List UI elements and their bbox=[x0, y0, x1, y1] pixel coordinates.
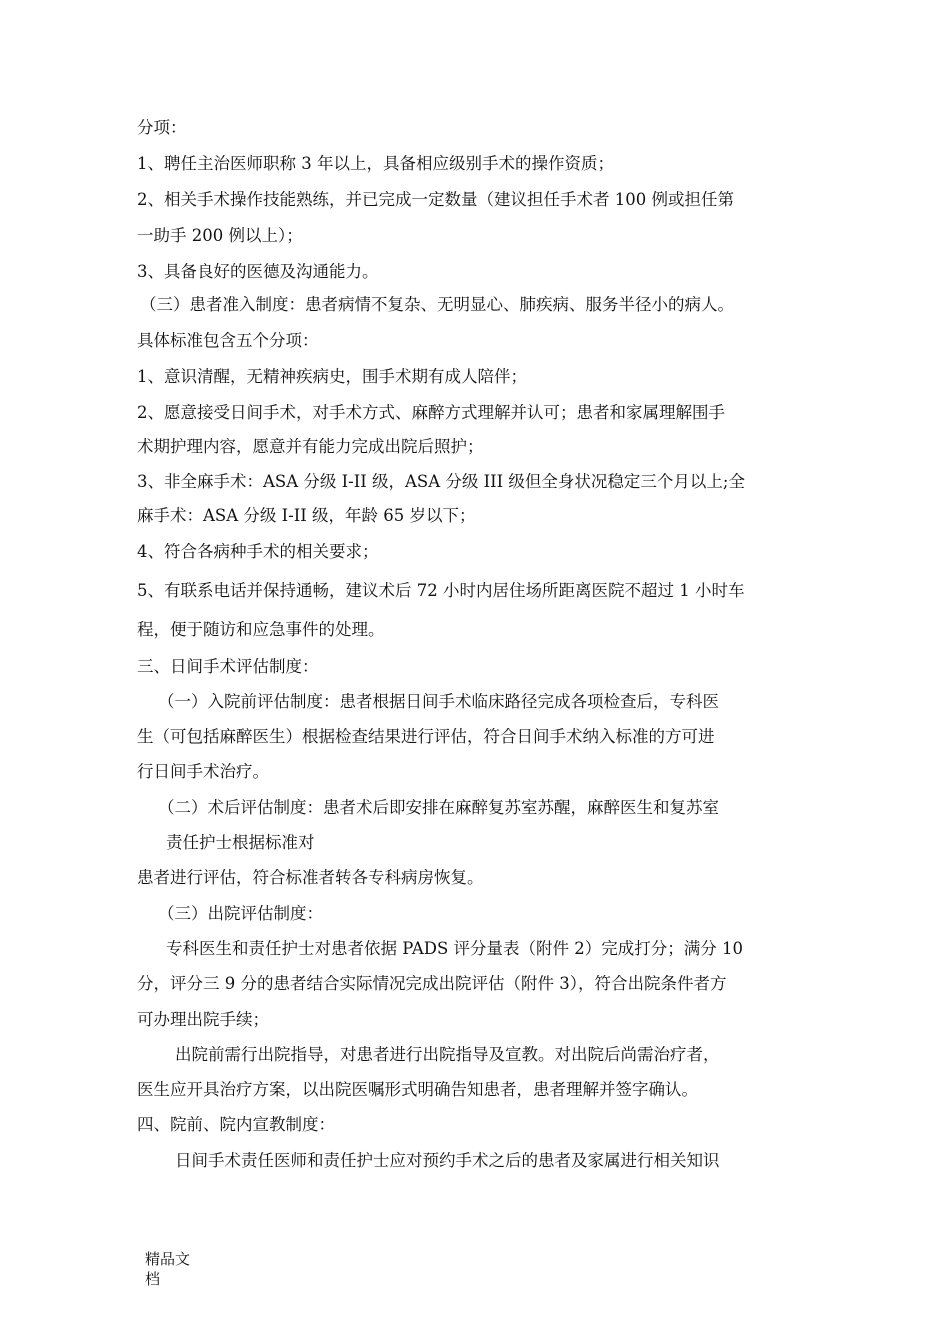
text-line-26: 可办理出院手续； bbox=[137, 1010, 269, 1029]
text-line-1: 分项： bbox=[137, 118, 187, 137]
text-line-8: 1、意识清醒，无精神疾病史，围手术期有成人陪伴； bbox=[137, 367, 527, 386]
footer-watermark-line-2: 档 bbox=[145, 1270, 161, 1288]
text-line-20: （二）术后评估制度：患者术后即安排在麻醉复苏室苏醒，麻醉医生和复苏室 bbox=[158, 798, 719, 817]
text-line-27: 出院前需行出院指导，对患者进行出院指导及宣教。对出院后尚需治疗者， bbox=[175, 1045, 720, 1064]
text-line-30: 日间手术责任医师和责任护士应对预约手术之后的患者及家属进行相关知识 bbox=[175, 1151, 720, 1170]
text-line-5: 3、具备良好的医德及沟通能力。 bbox=[137, 262, 379, 281]
text-line-25: 分，评分三 9 分的患者结合实际情况完成出院评估（附件 3），符合出院条件者方 bbox=[137, 974, 727, 993]
text-line-14: 5、有联系电话并保持通畅，建议术后 72 小时内居住场所距离医院不超过 1 小时车 bbox=[137, 581, 745, 600]
text-line-18: 生（可包括麻醉医生）根据检查结果进行评估，符合日间手术纳入标准的方可进 bbox=[137, 727, 715, 746]
text-line-23: （三）出院评估制度： bbox=[158, 904, 323, 923]
text-line-9: 2、愿意接受日间手术，对手术方式、麻醉方式理解并认可；患者和家属理解围手 bbox=[137, 403, 725, 422]
text-line-3: 2、相关手术操作技能熟练，并已完成一定数量（建议担任手术者 100 例或担任第 bbox=[137, 190, 734, 209]
text-line-10: 术期护理内容，愿意并有能力完成出院后照护； bbox=[137, 437, 484, 456]
text-line-12: 麻手术：ASA 分级 I-II 级，年龄 65 岁以下； bbox=[137, 506, 476, 525]
text-line-15: 程，便于随访和应急事件的处理。 bbox=[137, 620, 385, 639]
text-line-22: 患者进行评估，符合标准者转各专科病房恢复。 bbox=[137, 868, 484, 887]
text-line-11: 3、非全麻手术：ASA 分级 I-II 级，ASA 分级 III 级但全身状况稳定三个月以上;全 bbox=[137, 472, 745, 491]
text-line-16: 三、日间手术评估制度： bbox=[137, 657, 319, 676]
text-line-4: 一助手 200 例以上）； bbox=[137, 226, 303, 245]
text-line-19: 行日间手术治疗。 bbox=[137, 762, 269, 781]
text-line-17: （一）入院前评估制度：患者根据日间手术临床路径完成各项检查后，专科医 bbox=[158, 692, 719, 711]
text-line-7: 具体标准包含五个分项： bbox=[137, 331, 319, 350]
text-line-24: 专科医生和责任护士对患者依据 PADS 评分量表（附件 2）完成打分；满分 10 bbox=[166, 939, 744, 958]
text-line-6: （三）患者准入制度：患者病情不复杂、无明显心、肺疾病、服务半径小的病人。 bbox=[140, 295, 734, 314]
text-line-29: 四、院前、院内宣教制度： bbox=[137, 1115, 335, 1134]
text-line-13: 4、符合各病种手术的相关要求； bbox=[137, 542, 379, 561]
text-line-28: 医生应开具治疗方案，以出院医嘱形式明确告知患者，患者理解并签字确认。 bbox=[137, 1080, 698, 1099]
text-line-21: 责任护士根据标准对 bbox=[166, 833, 315, 852]
footer-watermark-line-1: 精品文 bbox=[145, 1250, 191, 1268]
text-line-2: 1、聘任主治医师职称 3 年以上，具备相应级别手术的操作资质； bbox=[137, 154, 614, 173]
